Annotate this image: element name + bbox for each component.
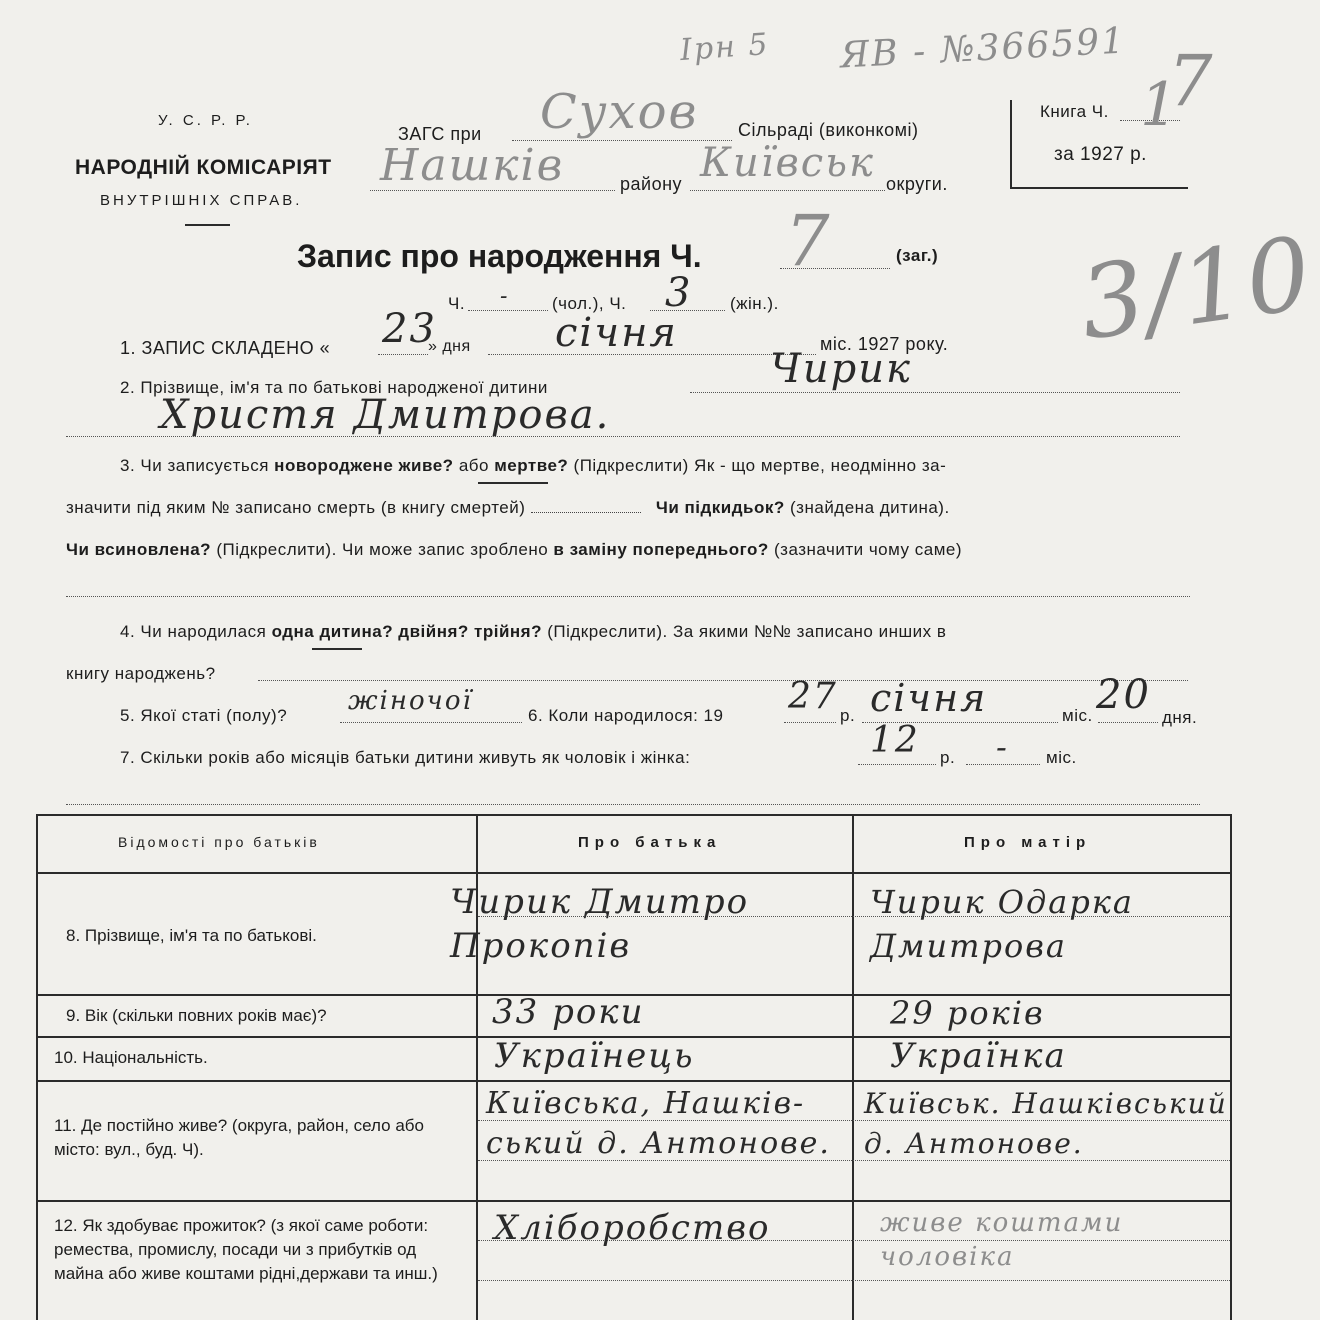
record-title: Запис про народження Ч.	[297, 238, 702, 274]
pencil-mark-top-left: Ірн 5	[678, 26, 771, 69]
row-9-label: 9. Вік (скільки повних років має)?	[66, 1006, 327, 1025]
mother-full-name: Чирик Одарка Дмитрова	[870, 883, 1134, 965]
marriage-months: -	[996, 728, 1009, 766]
item4-line2: книгу народжень?	[66, 664, 216, 683]
item7-r: р.	[940, 748, 956, 767]
item3-text-2: або	[458, 456, 489, 475]
item6-label: 6. Коли народилося: 19	[528, 706, 724, 725]
marriage-years: 12	[870, 720, 920, 761]
item1-end: міс. 1927 року.	[820, 334, 949, 354]
item7-label: 7. Скільки років або місяців батьки дитини живуть як чоловік і жінка:	[120, 748, 691, 767]
internal-affairs-label: ВНУТРІШНІХ СПРАВ.	[100, 192, 303, 209]
pencil-big-number: 3/10	[1072, 214, 1320, 363]
record-number: 7	[785, 200, 832, 282]
okrug-label: округи.	[886, 174, 948, 194]
mother-residence: Київськ. Нашківський д. Антонове.	[864, 1087, 1228, 1160]
male-label: (чол.), Ч.	[552, 294, 627, 313]
item3-text-6: (Підкреслити). Чи може запис зроблено	[216, 540, 549, 559]
book-year: за 1927 р.	[1054, 144, 1147, 165]
male-count: -	[500, 284, 510, 309]
mother-livelihood: живе коштами чоловіка	[880, 1208, 1124, 1272]
row-11-label: 11. Де постійно живе? (округа, район, село або місто: вул., буд. Ч).	[54, 1116, 424, 1159]
item3-text-5: (знайдена дитина).	[790, 498, 950, 517]
commissariat-label: НАРОДНІЙ КОМІСАРІЯТ	[75, 156, 332, 179]
item2-label: 2. Прізвище, ім'я та по батькові народженої дитини	[120, 378, 548, 397]
item1-mid: » дня	[428, 338, 471, 355]
item1-month: січня	[555, 310, 678, 356]
record-suffix: (заг.)	[896, 246, 939, 265]
item3-alive: новороджене живе?	[274, 456, 454, 475]
father-full-name: Чирик Дмитро Прокопів	[450, 882, 750, 966]
item3-text-7: (зазначити чому саме)	[773, 540, 962, 559]
item1-label: 1. ЗАПИС СКЛАДЕНО «	[120, 338, 331, 358]
item3-foundling: Чи підкидьок?	[655, 498, 785, 517]
item4-text-2: (Підкреслити). За якими №№ записано инших в	[547, 622, 947, 641]
zags-value: Сухов	[540, 84, 699, 140]
item1-day: 23	[382, 306, 437, 352]
header-mother: Про матір	[964, 834, 1092, 851]
mother-age: 29 років	[890, 994, 1045, 1032]
item3-text-3: (Підкреслити) Як - що мертве, неодмінно за-	[573, 456, 947, 475]
silrada-label: Сільраді (виконкомі)	[738, 120, 919, 140]
item3-line3	[66, 540, 962, 560]
item3-adopted: Чи всиновлена?	[66, 540, 212, 559]
book-number: 1	[1140, 70, 1181, 140]
row-10-label: 10. Національність.	[54, 1048, 208, 1067]
district-label: району	[620, 174, 683, 194]
item7-mis: міс.	[1046, 748, 1077, 767]
child-name: Христя Дмитрова.	[160, 392, 611, 438]
archive-code: ЯВ - №366591	[839, 20, 1127, 77]
item3-replacement: в заміну попереднього?	[553, 540, 769, 559]
pencil-mark-top-right: 7	[1168, 40, 1215, 122]
book-label: Книга Ч.	[1040, 102, 1109, 121]
father-nationality: Українець	[494, 1036, 695, 1076]
item6-r: р.	[840, 706, 856, 725]
item3-text-1: 3. Чи записується	[120, 456, 269, 475]
birth-day: 20	[1096, 672, 1151, 718]
item6-dnya: дня.	[1162, 708, 1198, 727]
female-count: 3	[665, 270, 693, 316]
birth-month: січня	[870, 676, 988, 720]
header-info: Відомості про батьків	[118, 834, 320, 850]
item4-text-1: 4. Чи народилася	[120, 622, 267, 641]
item4-options: одна дитина? двійня? трійня?	[271, 622, 542, 641]
item6-mis: міс.	[1062, 706, 1093, 725]
item3-line1	[120, 456, 946, 476]
father-residence: Київська, Нашків-ський д. Антонове.	[486, 1086, 831, 1161]
header-father: Про батька	[578, 834, 722, 851]
row-8-label: 8. Прізвище, ім'я та по батькові.	[66, 926, 317, 945]
father-age: 33 роки	[492, 992, 645, 1032]
row-12-label: 12. Як здобуває прожиток? (з якої саме роботи: ремества, промислу, посади чи з прибутків од майна або живе коштами рідні,держави та инш.)	[54, 1216, 438, 1283]
mother-nationality: Українка	[890, 1036, 1067, 1076]
district-value: Нашків	[380, 140, 565, 191]
item4-line1	[120, 622, 946, 642]
ch-label: Ч.	[448, 294, 466, 313]
child-surname: Чирик	[770, 346, 912, 392]
child-sex: жіночої	[348, 686, 473, 716]
item3-text-4: значити під яким № записано смерть (в книгу смертей)	[66, 498, 526, 517]
female-label: (жін.).	[730, 294, 779, 313]
item3-line2	[66, 498, 950, 518]
okrug-value: Київськ	[700, 140, 875, 186]
zags-label: ЗАГС при	[398, 124, 482, 144]
item3-dead: мертве?	[494, 456, 569, 475]
father-livelihood: Хліборобство	[494, 1208, 771, 1248]
birth-year: 27	[788, 676, 838, 717]
item5-label: 5. Якої статі (полу)?	[120, 706, 288, 725]
ussr-label: У. С. Р. Р.	[158, 112, 253, 129]
